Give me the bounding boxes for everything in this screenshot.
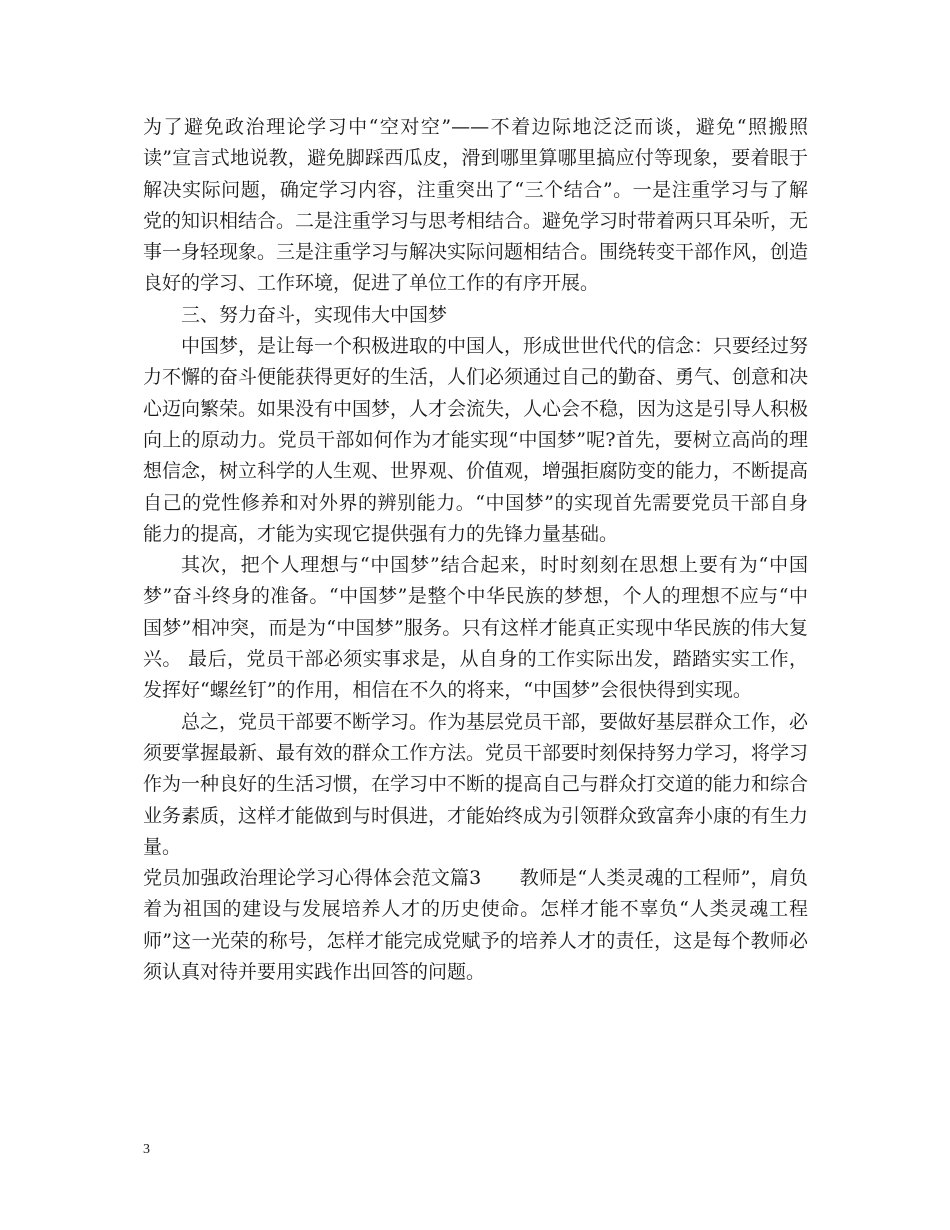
document-body [143,112,808,988]
paragraph-chinese-dream: 中国梦，是让每一个积极进取的中国人，形成世世代代的信念：只要经过努力不懈的奋斗便能获得更好的生活，人们必须通过自己的勤奋、勇气、创意和决心迈向繁荣。如果没有中国梦，人才会流失，人心会不稳，因为这是引导人积极向上的原动力。党员干部如何作为才能实现“中国梦”呢?首先，要树立高尚的理想信念，树立科学的人生观、世界观、价值观，增强拒腐防变的能力，不断提高自己的党性修养和对外界的辨别能力。“中国梦”的实现首先需要党员干部自身能力的提高，才能为实现它提供强有力的先锋力量基础。 [143,335,809,545]
paragraph-essay-three [143,863,808,988]
essay-three-title: 党员加强政治理论学习心得体会范文篇3 [143,867,482,890]
page-number: 3 [143,1142,150,1157]
paragraph-conclusion: 总之，党员干部要不断学习。作为基层党员干部，要做好基层群众工作，必须要掌握最新、最有效的群众工作方法。党员干部要时刻保持努力学习，将学习作为一种良好的生活习惯，在学习中不断的提高自己与群众打交道的能力和综合业务素质，这样才能做到与时俱进，才能始终成为引领群众致富奔小康的有生力量。 [143,710,809,858]
essay-three-gap [481,867,520,889]
paragraph-learning-combinations: 为了避免政治理论学习中“空对空”——不着边际地泛泛而谈，避免“照搬照读”宣言式地说教，避免脚踩西瓜皮，滑到哪里算哪里搞应付等现象，要着眼于解决实际问题，确定学习内容，注重突出了“三个结合”。一是注重学习与了解党的知识相结合。二是注重学习与思考相结合。避免学习时带着两只耳朵听，无事一身轻现象。三是注重学习与解决实际问题相结合。围绕转变干部作风，创造良好的学习、工作环境，促进了单位工作的有序开展。 [143,116,809,295]
essay-three-text: 教师是“人类灵魂的工程师”，肩负着为祖国的建设与发展培养人才的历史使命。怎样才能不辜负“人类灵魂工程师”这一光荣的称号，怎样才能完成党赋予的培养人才的责任，这是每个教师必须认真对待并要用实践作出回答的问题。 [143,867,808,984]
section-heading-chinese-dream: 三、努力奋斗，实现伟大中国梦 [181,303,448,326]
paragraph-personal-ideals: 其次，把个人理想与“中国梦”结合起来，时时刻刻在思想上要有为“中国梦”奋斗终身的准备。“中国梦”是整个中华民族的梦想，个人的理想不应与“中国梦”相冲突，而是为“中国梦”服务。只有这样才能真正实现中华民族的伟大复兴。 最后，党员干部必须实事求是，从自身的工作实际出发，踏踏实实工作，发挥好“螺丝钉”的作用，相信在不久的将来，“中国梦”会很快得到实现。 [143,554,808,702]
